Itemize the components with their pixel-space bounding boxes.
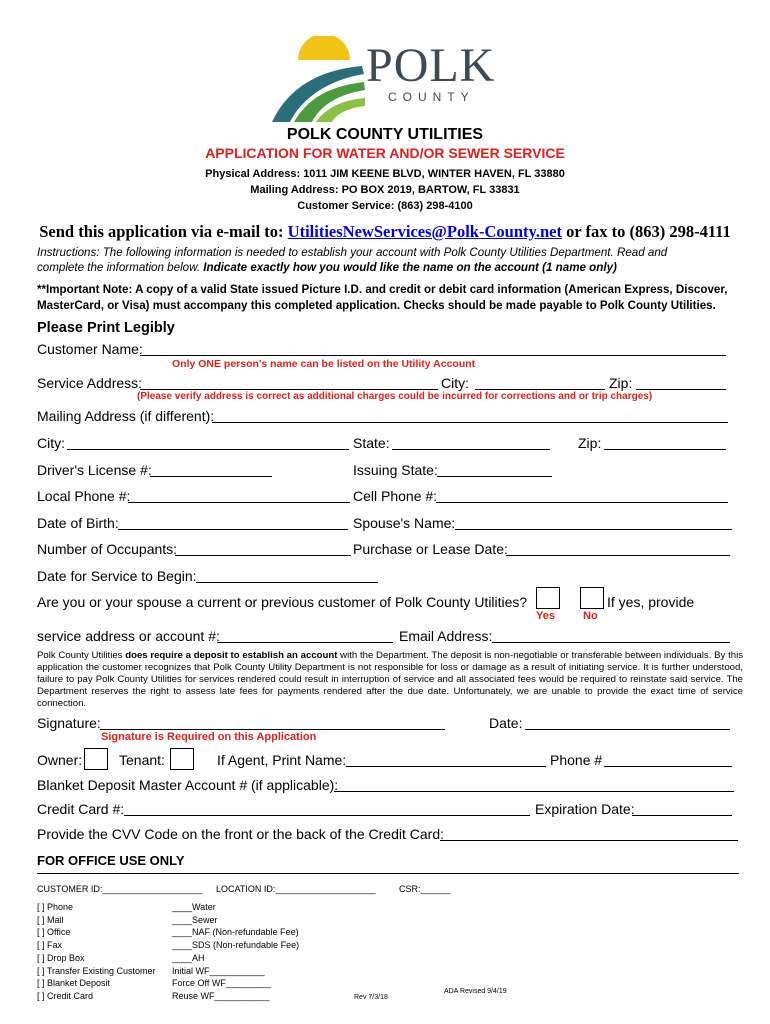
no-label: No bbox=[583, 610, 598, 622]
credit-card-field[interactable] bbox=[124, 801, 530, 816]
if-yes-label: If yes, provide bbox=[607, 594, 695, 610]
office-right-item: Initial WF___________ bbox=[172, 965, 265, 976]
logo-mark-icon bbox=[268, 36, 368, 124]
office-right-item: ____Water bbox=[172, 902, 216, 912]
no-checkbox[interactable] bbox=[580, 587, 604, 609]
office-right-item: ____AH bbox=[172, 952, 205, 963]
email-label: Email Address: bbox=[399, 628, 493, 644]
send-suffix: or fax to (863) 298-4111 bbox=[561, 222, 731, 241]
zip2-label: Zip: bbox=[578, 435, 602, 451]
drivers-license-label: Driver's License #: bbox=[37, 462, 152, 478]
revision-date: Rev 7/3/18 bbox=[354, 994, 388, 1001]
logo-sub: COUNTY bbox=[388, 90, 475, 104]
page-subtitle: APPLICATION FOR WATER AND/OR SEWER SERVICE bbox=[205, 145, 565, 161]
zip-field[interactable] bbox=[636, 375, 726, 390]
print-legibly: Please Print Legibly bbox=[37, 320, 175, 336]
owner-checkbox[interactable] bbox=[84, 748, 108, 770]
service-address-field[interactable] bbox=[140, 375, 438, 390]
page-title: POLK COUNTY UTILITIES bbox=[286, 126, 484, 143]
office-csr: CSR:______ bbox=[399, 884, 451, 894]
office-right-item: ____Sewer bbox=[172, 914, 218, 925]
spouse-label: Spouse's Name: bbox=[353, 515, 456, 531]
expiration-label: Expiration Date: bbox=[535, 801, 635, 817]
city2-field[interactable] bbox=[67, 435, 349, 450]
cvv-label: Provide the CVV Code on the front or the back of the Credit Card: bbox=[37, 826, 444, 842]
office-left-item: [ ] Fax bbox=[37, 940, 63, 951]
send-prefix: Send this application via e-mail to: bbox=[39, 222, 288, 241]
office-divider bbox=[37, 873, 739, 874]
service-account-label: service address or account #: bbox=[37, 628, 220, 644]
send-instructions bbox=[0, 222, 770, 242]
office-right-item: ____SDS (Non-refundable Fee) bbox=[172, 940, 300, 951]
customer-name-field[interactable] bbox=[140, 341, 726, 356]
agent-field[interactable] bbox=[346, 752, 546, 767]
deposit-text-c: with the Department. The deposit is non-negotiable or transferable between individuals. By this application the customer recognizes that Polk County Utility Department is not responsible for loss or damage as a result of initiating service. It is further understood, failure to pay Polk County Utilities for services rendered could result in interruption of service and all associated fees would be required to reinstate said service. The Department reserves the right to assess late fees for payments rendered after the due date. Unfortunately, we are unable to provide the exact time of service connection. bbox=[37, 650, 743, 709]
office-right-item: ____NAF (Non-refundable Fee) bbox=[172, 927, 299, 938]
dob-label: Date of Birth: bbox=[37, 515, 119, 531]
purchase-lease-label: Purchase or Lease Date: bbox=[353, 541, 508, 557]
polk-county-logo bbox=[268, 36, 508, 124]
city-field[interactable] bbox=[475, 375, 605, 390]
instructions bbox=[37, 245, 717, 275]
office-left-item: [ ] Phone bbox=[37, 902, 74, 912]
spouse-field[interactable] bbox=[455, 515, 732, 530]
customer-service: Customer Service: (863) 298-4100 bbox=[297, 200, 473, 212]
zip2-field[interactable] bbox=[604, 435, 726, 450]
office-left-item: [ ] Blanket Deposit bbox=[37, 978, 111, 989]
logo-name: POLK bbox=[366, 39, 496, 92]
blanket-field[interactable] bbox=[334, 777, 734, 792]
tenant-checkbox[interactable] bbox=[170, 748, 194, 770]
customer-name-label: Customer Name: bbox=[37, 341, 143, 357]
cell-phone-field[interactable] bbox=[436, 488, 728, 503]
office-left-item: [ ] Drop Box bbox=[37, 952, 85, 963]
deposit-text-b: does require a deposit to establish an account bbox=[125, 650, 338, 661]
mailing-address-label: Mailing Address (if different): bbox=[37, 408, 215, 424]
office-left-item: [ ] Credit Card bbox=[37, 990, 94, 1001]
ada-revision: ADA Revised 9/4/19 bbox=[444, 988, 507, 995]
occupants-label: Number of Occupants: bbox=[37, 541, 178, 557]
date-begin-label: Date for Service to Begin: bbox=[37, 568, 197, 584]
signature-label: Signature: bbox=[37, 715, 101, 731]
office-right-item: Force Off WF_________ bbox=[172, 978, 271, 989]
service-address-note: (Please verify address is correct as additional charges could be incurred for corrections and or trip charges) bbox=[137, 391, 653, 402]
instructions-bold: Indicate exactly how you would like the name on the account (1 name only) bbox=[203, 261, 617, 274]
cvv-field[interactable] bbox=[440, 826, 738, 841]
office-left-item: [ ] Transfer Existing Customer bbox=[37, 965, 156, 976]
issuing-state-field[interactable] bbox=[437, 462, 552, 477]
expiration-field[interactable] bbox=[632, 801, 732, 816]
cell-phone-label: Cell Phone #: bbox=[353, 488, 438, 504]
office-customer-id: CUSTOMER ID:____________________ bbox=[37, 884, 203, 894]
city-label: City: bbox=[441, 375, 469, 391]
purchase-lease-field[interactable] bbox=[506, 541, 730, 556]
credit-card-label: Credit Card #: bbox=[37, 801, 125, 817]
service-address-label: Service Address: bbox=[37, 375, 143, 391]
city2-label: City: bbox=[37, 435, 65, 451]
state-label: State: bbox=[353, 435, 390, 451]
email-link[interactable]: UtilitiesNewServices@Polk-County.net bbox=[287, 222, 562, 241]
date-field[interactable] bbox=[525, 715, 730, 730]
deposit-text-a: Polk County Utilities bbox=[37, 650, 126, 661]
yes-checkbox[interactable] bbox=[536, 587, 560, 609]
email-field[interactable] bbox=[492, 628, 730, 643]
office-left-item: [ ] Mail bbox=[37, 914, 64, 925]
date-begin-field[interactable] bbox=[196, 568, 378, 583]
date-label: Date: bbox=[489, 715, 523, 731]
office-right-list bbox=[172, 901, 299, 1003]
local-phone-label: Local Phone #: bbox=[37, 488, 131, 504]
current-customer-question: Are you or your spouse a current or previous customer of Polk County Utilities? bbox=[37, 594, 528, 610]
tenant-label: Tenant: bbox=[119, 752, 165, 768]
customer-name-note: Only ONE person's name can be listed on the Utility Account bbox=[172, 358, 476, 370]
dob-field[interactable] bbox=[118, 515, 348, 530]
office-right-item: Reuse WF___________ bbox=[172, 990, 270, 1001]
instructions-text: Instructions: The following information is needed to establish your account with Polk County Utilities Department. Read and complete the information below. bbox=[37, 246, 668, 274]
office-location-id: LOCATION ID:____________________ bbox=[216, 884, 376, 894]
phone-field[interactable] bbox=[604, 752, 732, 767]
mailing-address: Mailing Address: PO BOX 2019, BARTOW, FL 33831 bbox=[250, 184, 520, 196]
phone-label: Phone # bbox=[550, 752, 603, 768]
deposit-paragraph bbox=[37, 650, 743, 710]
office-title: FOR OFFICE USE ONLY bbox=[37, 853, 185, 868]
owner-label: Owner: bbox=[37, 752, 83, 768]
office-left-list bbox=[37, 901, 156, 1003]
signature-field[interactable] bbox=[100, 715, 445, 730]
zip-label: Zip: bbox=[609, 375, 633, 391]
drivers-license-field[interactable] bbox=[150, 462, 272, 477]
important-note: **Important Note: A copy of a valid State issued Picture I.D. and credit or debit card information (American Express, Discover, MasterCard, or Visa) must accompany this completed application. Checks should be made payable to Polk County Utilities. bbox=[37, 283, 728, 312]
physical-address: Physical Address: 1011 JIM KEENE BLVD, WINTER HAVEN, FL 33880 bbox=[205, 168, 565, 180]
local-phone-field[interactable] bbox=[128, 488, 350, 503]
yes-label: Yes bbox=[536, 610, 555, 622]
office-left-item: [ ] Office bbox=[37, 927, 71, 938]
service-account-field[interactable] bbox=[217, 628, 393, 643]
state-field[interactable] bbox=[392, 435, 550, 450]
mailing-address-field[interactable] bbox=[212, 408, 728, 423]
blanket-label: Blanket Deposit Master Account # (if applicable): bbox=[37, 777, 339, 793]
issuing-state-label: Issuing State: bbox=[353, 462, 438, 478]
occupants-field[interactable] bbox=[175, 541, 351, 556]
signature-note: Signature is Required on this Application bbox=[101, 731, 317, 743]
agent-label: If Agent, Print Name: bbox=[217, 752, 347, 768]
